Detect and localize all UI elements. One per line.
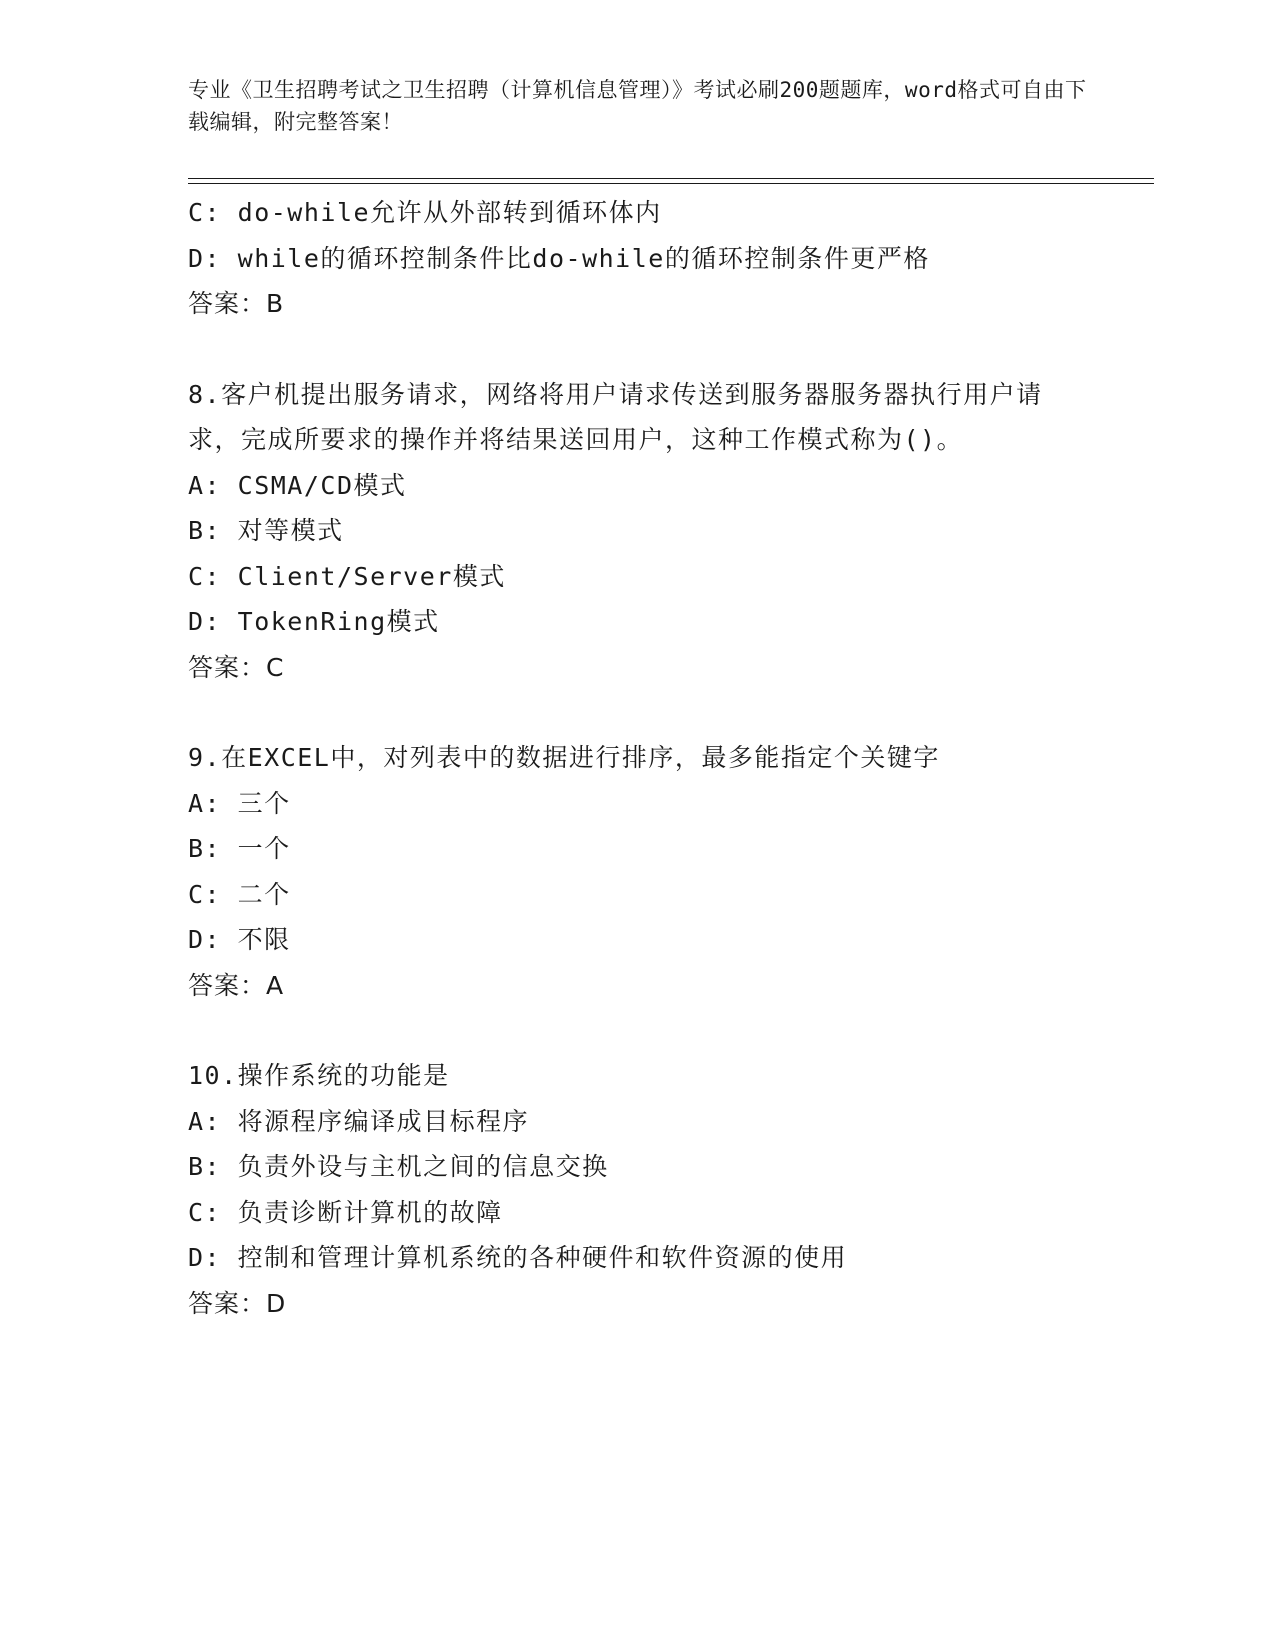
document-header: 专业《卫生招聘考试之卫生招聘（计算机信息管理）》考试必刷200题题库，word格式可自由下载编辑，附完整答案！: [188, 78, 1087, 134]
answer: 答案：A: [188, 970, 285, 1000]
header-divider-top: [188, 178, 1154, 179]
option-d: D: while的循环控制条件比do-while的循环控制条件更严格: [188, 243, 930, 273]
question-9: [188, 735, 1088, 1008]
option-a: A: 将源程序编译成目标程序: [188, 1106, 530, 1136]
answer: 答案：C: [188, 652, 285, 682]
question-10: [188, 1053, 1088, 1326]
spacer: [188, 327, 1088, 372]
option-b: B: 负责外设与主机之间的信息交换: [188, 1152, 609, 1181]
question-list: [188, 190, 1088, 1326]
option-a: A: CSMA/CD模式: [188, 470, 407, 500]
question-stem: 8.客户机提出服务请求，网络将用户请求传送到服务器服务器执行用户请求，完成所要求的操作并将结果送回用户，这种工作模式称为()。: [188, 379, 1043, 454]
option-c: C: Client/Server模式: [188, 561, 506, 591]
option-b: B: 对等模式: [188, 516, 344, 545]
option-c: C: 二个: [188, 879, 291, 909]
option-c: C: 负责诊断计算机的故障: [188, 1197, 503, 1227]
question-stem: 10.操作系统的功能是: [188, 1061, 450, 1090]
answer: 答案：B: [188, 289, 285, 318]
question-stem: 9.在EXCEL中，对列表中的数据进行排序，最多能指定个关键字: [188, 743, 940, 772]
option-d: D: 不限: [188, 925, 291, 954]
question-7-continued: [188, 190, 1088, 327]
option-a: A: 三个: [188, 788, 291, 818]
option-c: C: do-while允许从外部转到循环体内: [188, 198, 662, 227]
header-divider-bottom: [188, 183, 1154, 184]
spacer: [188, 1008, 1088, 1053]
option-d: D: TokenRing模式: [188, 607, 440, 636]
question-8: [188, 372, 1088, 691]
answer: 答案：D: [188, 1288, 287, 1318]
option-b: B: 一个: [188, 834, 291, 863]
option-d: D: 控制和管理计算机系统的各种硬件和软件资源的使用: [188, 1243, 848, 1272]
spacer: [188, 690, 1088, 735]
